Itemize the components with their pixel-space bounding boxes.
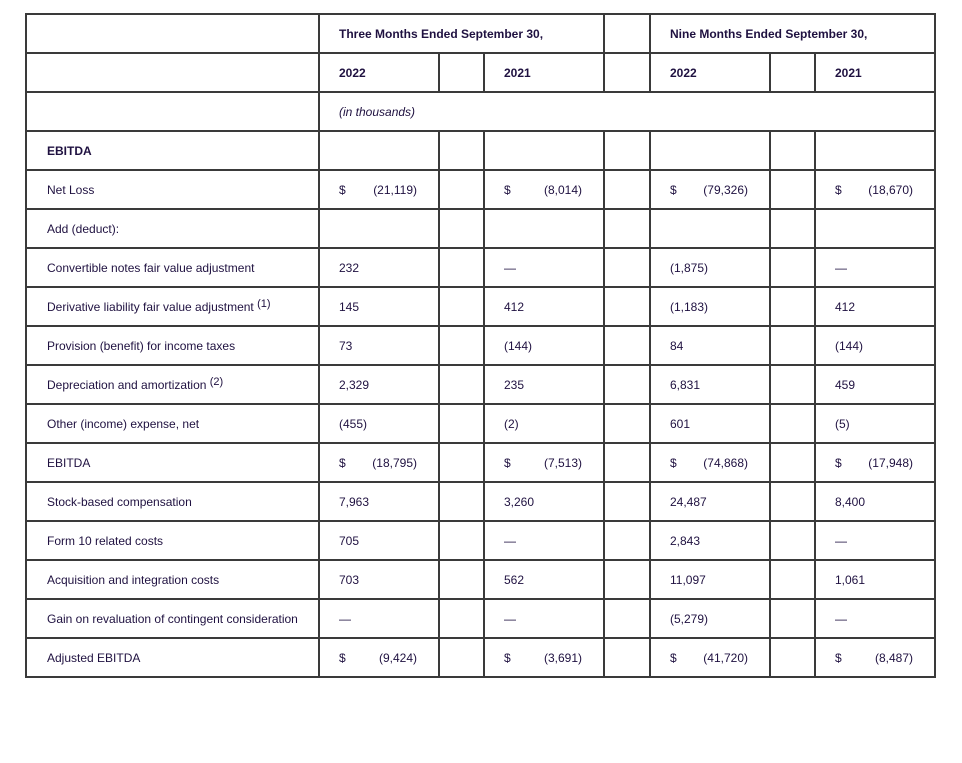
empty-cell xyxy=(770,443,815,482)
value-cell xyxy=(484,638,604,677)
amount: (21,119) xyxy=(373,182,417,197)
value-cell: (144) xyxy=(484,326,604,365)
row-label xyxy=(26,287,319,326)
value-cell xyxy=(650,638,770,677)
units-note: (in thousands) xyxy=(319,92,935,131)
empty-cell xyxy=(604,404,650,443)
value-cell: 3,260 xyxy=(484,482,604,521)
value-cell: (1,875) xyxy=(650,248,770,287)
table-row-adjusted-ebitda xyxy=(26,638,935,677)
header-nine-months: Nine Months Ended September 30, xyxy=(650,14,935,53)
table-row-add-deduct xyxy=(26,209,935,248)
amount: (9,424) xyxy=(378,650,417,665)
empty-cell xyxy=(26,14,319,53)
value-cell xyxy=(815,170,935,209)
empty-cell xyxy=(439,521,484,560)
empty-cell xyxy=(439,170,484,209)
empty-cell xyxy=(770,170,815,209)
value-cell: 84 xyxy=(650,326,770,365)
currency-symbol: $ xyxy=(835,650,842,665)
value-cell: 7,963 xyxy=(319,482,439,521)
empty-cell xyxy=(604,599,650,638)
row-label: Gain on revaluation of contingent consideration xyxy=(26,599,319,638)
empty-cell xyxy=(770,638,815,677)
empty-cell xyxy=(26,92,319,131)
value-cell: 235 xyxy=(484,365,604,404)
empty-cell xyxy=(439,53,484,92)
row-label: Acquisition and integration costs xyxy=(26,560,319,599)
currency-symbol: $ xyxy=(339,455,346,470)
header-three-months: Three Months Ended September 30, xyxy=(319,14,604,53)
value-cell: — xyxy=(484,521,604,560)
row-label: Other (income) expense, net xyxy=(26,404,319,443)
currency-symbol: $ xyxy=(339,182,346,197)
currency-symbol: $ xyxy=(835,182,842,197)
value-cell: 11,097 xyxy=(650,560,770,599)
empty-cell xyxy=(770,131,815,170)
empty-cell xyxy=(604,209,650,248)
table-row-form-10-costs xyxy=(26,521,935,560)
header-row-years xyxy=(26,53,935,92)
empty-cell xyxy=(484,131,604,170)
currency-symbol: $ xyxy=(339,650,346,665)
table-row-other-expense xyxy=(26,404,935,443)
value-cell: (5,279) xyxy=(650,599,770,638)
empty-cell xyxy=(484,209,604,248)
currency-symbol: $ xyxy=(835,455,842,470)
row-label-text: Depreciation and amortization xyxy=(47,377,207,392)
empty-cell xyxy=(439,287,484,326)
empty-cell xyxy=(439,404,484,443)
value-cell: (2) xyxy=(484,404,604,443)
empty-cell xyxy=(604,287,650,326)
empty-cell xyxy=(439,599,484,638)
empty-cell xyxy=(26,53,319,92)
value-cell: — xyxy=(484,599,604,638)
value-cell: 562 xyxy=(484,560,604,599)
table-row-ebitda xyxy=(26,443,935,482)
year-header: 2022 xyxy=(650,53,770,92)
empty-cell xyxy=(815,131,935,170)
value-cell: 703 xyxy=(319,560,439,599)
amount: (7,513) xyxy=(543,455,582,470)
empty-cell xyxy=(604,521,650,560)
empty-cell xyxy=(770,53,815,92)
empty-cell xyxy=(439,443,484,482)
row-label: Stock-based compensation xyxy=(26,482,319,521)
row-label: Provision (benefit) for income taxes xyxy=(26,326,319,365)
empty-cell xyxy=(650,131,770,170)
empty-cell xyxy=(770,209,815,248)
value-cell: 412 xyxy=(815,287,935,326)
amount: (3,691) xyxy=(543,650,582,665)
value-cell: 1,061 xyxy=(815,560,935,599)
empty-cell xyxy=(604,170,650,209)
empty-cell xyxy=(439,248,484,287)
table-row-derivative-liability xyxy=(26,287,935,326)
empty-cell xyxy=(770,287,815,326)
empty-cell xyxy=(604,443,650,482)
row-label: Adjusted EBITDA xyxy=(26,638,319,677)
footnote-marker: (1) xyxy=(257,297,271,310)
currency-symbol: $ xyxy=(504,182,511,197)
value-cell xyxy=(319,443,439,482)
empty-cell xyxy=(604,326,650,365)
value-cell xyxy=(319,638,439,677)
row-label: Form 10 related costs xyxy=(26,521,319,560)
empty-cell xyxy=(770,404,815,443)
empty-cell xyxy=(650,209,770,248)
value-cell xyxy=(650,443,770,482)
table-row-convertible-notes xyxy=(26,248,935,287)
footnote-marker: (2) xyxy=(209,375,224,388)
value-cell: — xyxy=(484,248,604,287)
empty-cell xyxy=(770,482,815,521)
amount: (18,795) xyxy=(372,455,417,470)
year-header: 2021 xyxy=(484,53,604,92)
value-cell: — xyxy=(319,599,439,638)
table-row-income-taxes xyxy=(26,326,935,365)
value-cell: — xyxy=(815,521,935,560)
empty-cell xyxy=(604,638,650,677)
empty-cell xyxy=(439,326,484,365)
value-cell: 8,400 xyxy=(815,482,935,521)
empty-cell xyxy=(770,560,815,599)
empty-cell xyxy=(439,638,484,677)
year-header: 2021 xyxy=(815,53,935,92)
value-cell xyxy=(319,170,439,209)
value-cell: 6,831 xyxy=(650,365,770,404)
row-label: EBITDA xyxy=(26,443,319,482)
table-row-net-loss xyxy=(26,170,935,209)
empty-cell xyxy=(604,131,650,170)
value-cell: (5) xyxy=(815,404,935,443)
currency-symbol: $ xyxy=(504,455,511,470)
amount: (41,720) xyxy=(703,650,748,665)
value-cell: (1,183) xyxy=(650,287,770,326)
header-row-units xyxy=(26,92,935,131)
amount: (79,326) xyxy=(703,182,748,197)
ebitda-reconciliation-table xyxy=(25,13,936,678)
row-label: Add (deduct): xyxy=(26,209,319,248)
empty-cell xyxy=(604,482,650,521)
empty-cell xyxy=(439,209,484,248)
value-cell: 705 xyxy=(319,521,439,560)
amount: (18,670) xyxy=(868,182,913,197)
table-row-gain-revaluation xyxy=(26,599,935,638)
section-label: EBITDA xyxy=(26,131,319,170)
value-cell: 459 xyxy=(815,365,935,404)
empty-cell xyxy=(770,248,815,287)
table-row-stock-compensation xyxy=(26,482,935,521)
empty-cell xyxy=(604,248,650,287)
value-cell: (455) xyxy=(319,404,439,443)
table-row-depreciation xyxy=(26,365,935,404)
value-cell: 24,487 xyxy=(650,482,770,521)
empty-cell xyxy=(439,482,484,521)
value-cell: 232 xyxy=(319,248,439,287)
value-cell: (144) xyxy=(815,326,935,365)
empty-cell xyxy=(815,209,935,248)
value-cell xyxy=(815,638,935,677)
amount: (74,868) xyxy=(703,455,748,470)
value-cell xyxy=(484,170,604,209)
empty-cell xyxy=(319,209,439,248)
value-cell: 145 xyxy=(319,287,439,326)
currency-symbol: $ xyxy=(504,650,511,665)
empty-cell xyxy=(604,560,650,599)
empty-cell xyxy=(319,131,439,170)
value-cell: 2,843 xyxy=(650,521,770,560)
empty-cell xyxy=(770,326,815,365)
value-cell: 412 xyxy=(484,287,604,326)
empty-cell xyxy=(439,131,484,170)
amount: (8,487) xyxy=(874,650,913,665)
table-row-acquisition-costs xyxy=(26,560,935,599)
section-row-ebitda xyxy=(26,131,935,170)
row-label-text: Derivative liability fair value adjustment xyxy=(47,299,254,314)
value-cell: — xyxy=(815,248,935,287)
currency-symbol: $ xyxy=(670,182,677,197)
empty-cell xyxy=(604,53,650,92)
empty-cell xyxy=(770,599,815,638)
value-cell: — xyxy=(815,599,935,638)
value-cell: 73 xyxy=(319,326,439,365)
value-cell: 601 xyxy=(650,404,770,443)
empty-cell xyxy=(439,365,484,404)
empty-cell xyxy=(770,365,815,404)
value-cell xyxy=(815,443,935,482)
amount: (17,948) xyxy=(868,455,913,470)
empty-cell xyxy=(439,560,484,599)
header-row-period xyxy=(26,14,935,53)
currency-symbol: $ xyxy=(670,455,677,470)
year-header: 2022 xyxy=(319,53,439,92)
empty-cell xyxy=(604,14,650,53)
empty-cell xyxy=(604,365,650,404)
amount: (8,014) xyxy=(543,182,582,197)
value-cell xyxy=(650,170,770,209)
currency-symbol: $ xyxy=(670,650,677,665)
value-cell xyxy=(484,443,604,482)
empty-cell xyxy=(770,521,815,560)
value-cell: 2,329 xyxy=(319,365,439,404)
row-label: Convertible notes fair value adjustment xyxy=(26,248,319,287)
row-label: Net Loss xyxy=(26,170,319,209)
row-label xyxy=(26,365,319,404)
